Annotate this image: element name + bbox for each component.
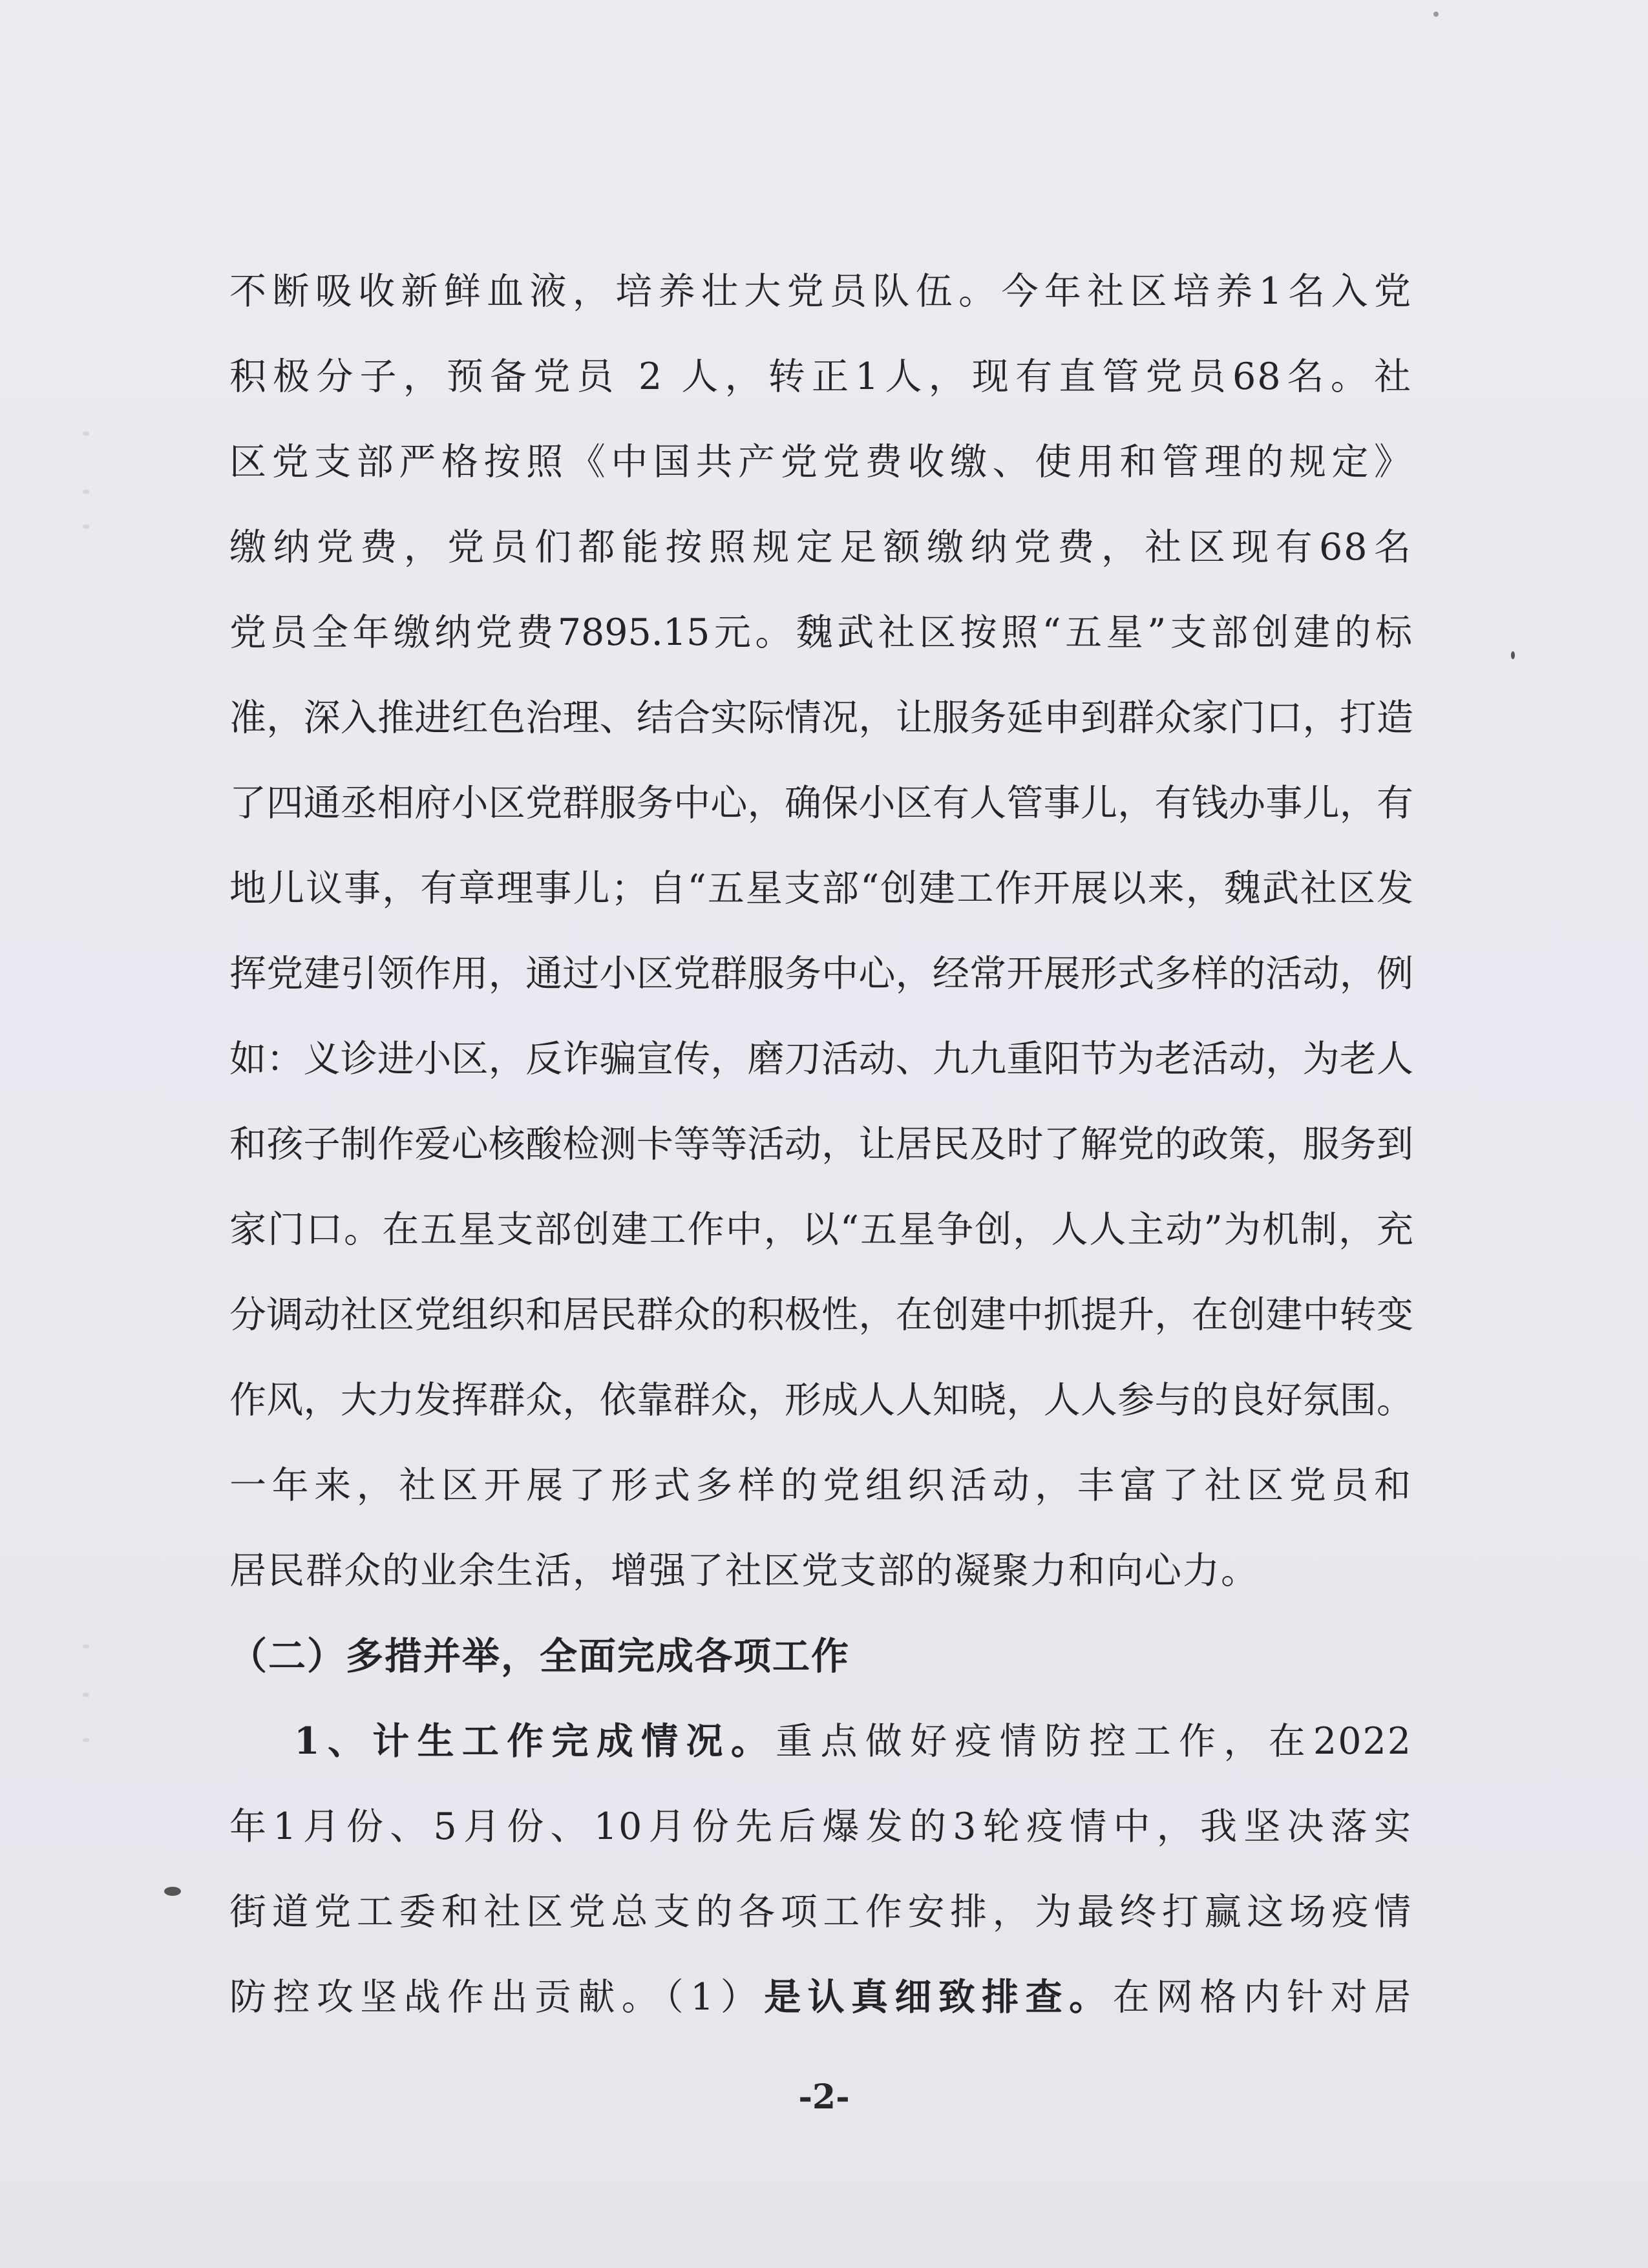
punch-mark — [83, 1693, 89, 1697]
text-line: 年1月份、5月份、10月份先后爆发的3轮疫情中，我坚决落实 — [229, 1805, 1412, 1848]
punch-mark — [83, 1738, 89, 1742]
text-line: 积极分子，预备党员 2 人，转正1人，现有直管党员68名。社 — [229, 355, 1412, 398]
paragraph-last-line — [229, 1955, 1412, 2040]
section-heading: （二）多措并举，全面完成各项工作 — [229, 1634, 850, 1678]
text-line: 一年来，社区开展了形式多样的党组织活动，丰富了社区党员和 — [229, 1464, 1412, 1507]
text-line: 党员全年缴纳党费7895.15元。魏武社区按照“五星”支部创建的标 — [229, 611, 1412, 654]
ink-speck — [164, 1887, 181, 1896]
paragraph-text: 防控攻坚战作出贡献。（1） — [229, 1976, 765, 2019]
text-line: 不断吸收新鲜血液，培养壮大党员队伍。今年社区培养1名入党 — [229, 270, 1412, 313]
punch-mark — [83, 1644, 89, 1648]
text-line: 挥党建引领作用，通过小区党群服务中心，经常开展形式多样的活动，例 — [229, 952, 1412, 995]
text-line: 了四通丞相府小区党群服务中心，确保小区有人管事儿，有钱办事儿，有 — [229, 782, 1412, 824]
ink-speck — [1433, 12, 1439, 17]
page-number: -2- — [798, 2077, 850, 2117]
paragraph-lead: 1、计生工作完成情况。 — [294, 1719, 776, 1763]
punch-mark — [83, 525, 89, 529]
punch-mark — [83, 432, 89, 436]
paragraph-text: 在网格内针对居 — [1112, 1976, 1413, 2019]
body-text — [229, 249, 1412, 2040]
paragraph-first-line — [229, 1699, 1412, 1784]
ink-speck — [1511, 651, 1515, 659]
text-line: 和孩子制作爱心核酸检测卡等等活动，让居民及时了解党的政策，服务到 — [229, 1123, 1412, 1166]
punch-mark — [83, 490, 89, 494]
text-line: 居民群众的业余生活，增强了社区党支部的凝聚力和向心力。 — [229, 1549, 1259, 1592]
text-line: 地儿议事，有章理事儿；自“五星支部“创建工作开展以来，魏武社区发 — [229, 867, 1412, 910]
paragraph-text: 重点做好疫情防控工作，在2022 — [776, 1720, 1412, 1763]
text-line: 分调动社区党组织和居民群众的积极性，在创建中抓提升，在创建中转变 — [229, 1294, 1412, 1336]
bold-phrase: 是认真细致排查。 — [764, 1975, 1113, 2019]
text-line: 家门口。在五星支部创建工作中，以“五星争创，人人主动”为机制，充 — [229, 1208, 1412, 1251]
text-line: 准，深入推进红色治理、结合实际情况，让服务延申到群众家门口，打造 — [229, 697, 1412, 739]
text-line: 缴纳党费，党员们都能按照规定足额缴纳党费，社区现有68名 — [229, 526, 1412, 569]
text-line: 作风，大力发挥群众，依靠群众，形成人人知晓，人人参与的良好氛围。 — [229, 1379, 1412, 1422]
text-line: 区党支部严格按照《中国共产党党费收缴、使用和管理的规定》 — [229, 441, 1412, 483]
text-line: 如：义诊进小区，反诈骗宣传，磨刀活动、九九重阳节为老活动，为老人 — [229, 1038, 1412, 1080]
text-line: 街道党工委和社区党总支的各项工作安排，为最终打赢这场疫情 — [229, 1891, 1412, 1933]
